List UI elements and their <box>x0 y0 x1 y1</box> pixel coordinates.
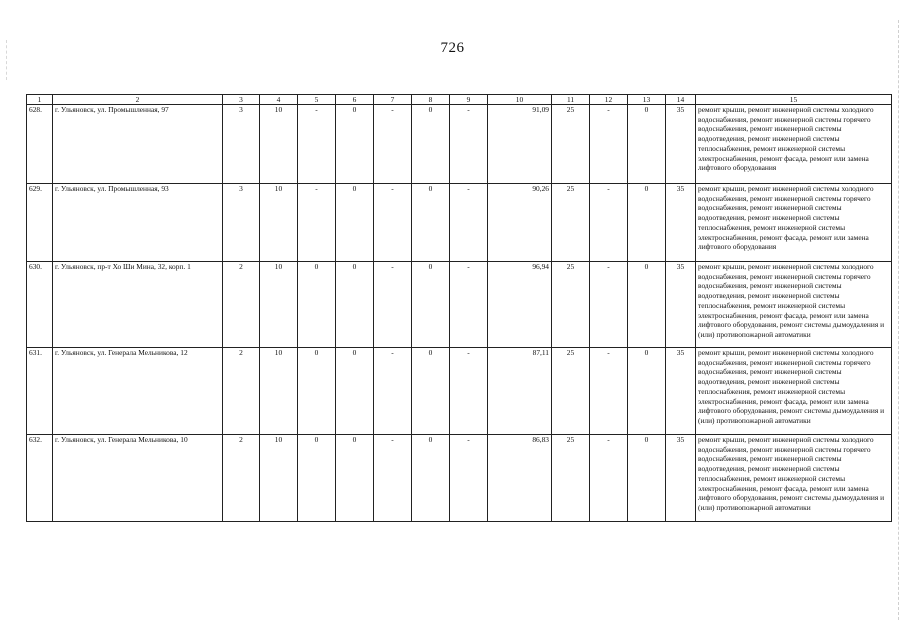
cell-col4: 10 <box>260 348 298 435</box>
cell-col5: 0 <box>298 435 336 522</box>
cell-col13: 0 <box>628 435 666 522</box>
column-number: 1 <box>27 95 53 105</box>
cell-col10: 96,94 <box>488 262 552 348</box>
works-cell: ремонт крыши, ремонт инженерной системы холодного водоснабжения, ремонт инженерной системы горячего водоснабжения, ремонт инженерной системы водоотведения, ремонт инженерной системы теплоснабжения, ремонт инженерной системы электроснабжения, ремонт фасада, ремонт или замена лифтового оборудования, ремонт системы дымоудаления и (или) противопожарной автоматики <box>696 435 892 522</box>
cell-col14: 35 <box>666 435 696 522</box>
works-cell: ремонт крыши, ремонт инженерной системы холодного водоснабжения, ремонт инженерной системы горячего водоснабжения, ремонт инженерной системы водоотведения, ремонт инженерной системы теплоснабжения, ремонт инженерной системы электроснабжения, ремонт фасада, ремонт или замена лифтового оборудования, ремонт системы дымоудаления и (или) противопожарной автоматики <box>696 348 892 435</box>
column-number: 4 <box>260 95 298 105</box>
cell-col12: - <box>590 184 628 262</box>
cell-col4: 10 <box>260 435 298 522</box>
row-number: 629. <box>27 184 53 262</box>
cell-col11: 25 <box>552 435 590 522</box>
address-cell: г. Ульяновск, ул. Генерала Мельникова, 12 <box>53 348 223 435</box>
cell-col8: 0 <box>412 262 450 348</box>
cell-col9: - <box>450 184 488 262</box>
column-number-row <box>27 95 892 105</box>
cell-col14: 35 <box>666 262 696 348</box>
scan-edge-line <box>897 20 899 620</box>
column-number: 15 <box>696 95 892 105</box>
column-number: 3 <box>223 95 260 105</box>
cell-col4: 10 <box>260 184 298 262</box>
cell-col6: 0 <box>336 105 374 184</box>
table-row <box>27 184 892 262</box>
cell-col6: 0 <box>336 184 374 262</box>
works-cell: ремонт крыши, ремонт инженерной системы холодного водоснабжения, ремонт инженерной системы горячего водоснабжения, ремонт инженерной системы водоотведения, ремонт инженерной системы теплоснабжения, ремонт инженерной системы электроснабжения, ремонт фасада, ремонт или замена лифтового оборудования <box>696 184 892 262</box>
cell-col6: 0 <box>336 348 374 435</box>
cell-col5: - <box>298 105 336 184</box>
column-number: 10 <box>488 95 552 105</box>
cell-col9: - <box>450 435 488 522</box>
table-row <box>27 348 892 435</box>
cell-col13: 0 <box>628 105 666 184</box>
row-number: 631. <box>27 348 53 435</box>
cell-col8: 0 <box>412 105 450 184</box>
cell-col5: 0 <box>298 262 336 348</box>
address-cell: г. Ульяновск, ул. Промышленная, 93 <box>53 184 223 262</box>
cell-col12: - <box>590 105 628 184</box>
column-number: 12 <box>590 95 628 105</box>
column-number: 9 <box>450 95 488 105</box>
cell-col13: 0 <box>628 348 666 435</box>
cell-col8: 0 <box>412 348 450 435</box>
cell-col6: 0 <box>336 262 374 348</box>
cell-col12: - <box>590 348 628 435</box>
cell-col8: 0 <box>412 184 450 262</box>
address-cell: г. Ульяновск, пр-т Хо Ши Мина, 32, корп. 1 <box>53 262 223 348</box>
cell-col11: 25 <box>552 262 590 348</box>
cell-col9: - <box>450 105 488 184</box>
column-number: 2 <box>53 95 223 105</box>
cell-col10: 86,83 <box>488 435 552 522</box>
cell-col11: 25 <box>552 184 590 262</box>
column-number: 6 <box>336 95 374 105</box>
column-number: 5 <box>298 95 336 105</box>
cell-col14: 35 <box>666 348 696 435</box>
cell-col9: - <box>450 348 488 435</box>
works-cell: ремонт крыши, ремонт инженерной системы холодного водоснабжения, ремонт инженерной системы горячего водоснабжения, ремонт инженерной системы водоотведения, ремонт инженерной системы теплоснабжения, ремонт инженерной системы электроснабжения, ремонт фасада, ремонт или замена лифтового оборудования <box>696 105 892 184</box>
cell-col5: - <box>298 184 336 262</box>
column-number: 7 <box>374 95 412 105</box>
cell-col14: 35 <box>666 184 696 262</box>
cell-col12: - <box>590 435 628 522</box>
cell-col13: 0 <box>628 262 666 348</box>
scan-edge-line <box>6 40 8 80</box>
column-number: 13 <box>628 95 666 105</box>
cell-col8: 0 <box>412 435 450 522</box>
row-number: 632. <box>27 435 53 522</box>
cell-col10: 90,26 <box>488 184 552 262</box>
cell-col3: 3 <box>223 184 260 262</box>
column-number: 8 <box>412 95 450 105</box>
cell-col4: 10 <box>260 105 298 184</box>
cell-col14: 35 <box>666 105 696 184</box>
row-number: 630. <box>27 262 53 348</box>
row-number: 628. <box>27 105 53 184</box>
cell-col3: 2 <box>223 435 260 522</box>
cell-col10: 91,09 <box>488 105 552 184</box>
address-cell: г. Ульяновск, ул. Генерала Мельникова, 10 <box>53 435 223 522</box>
registry-table <box>26 94 892 522</box>
cell-col3: 2 <box>223 262 260 348</box>
works-cell: ремонт крыши, ремонт инженерной системы холодного водоснабжения, ремонт инженерной системы горячего водоснабжения, ремонт инженерной системы водоотведения, ремонт инженерной системы теплоснабжения, ремонт инженерной системы электроснабжения, ремонт фасада, ремонт или замена лифтового оборудования, ремонт системы дымоудаления и (или) противопожарной автоматики <box>696 262 892 348</box>
address-cell: г. Ульяновск, ул. Промышленная, 97 <box>53 105 223 184</box>
cell-col7: - <box>374 435 412 522</box>
table-row <box>27 105 892 184</box>
cell-col7: - <box>374 105 412 184</box>
table-row <box>27 262 892 348</box>
column-number: 11 <box>552 95 590 105</box>
cell-col10: 87,11 <box>488 348 552 435</box>
cell-col3: 3 <box>223 105 260 184</box>
cell-col7: - <box>374 262 412 348</box>
cell-col4: 10 <box>260 262 298 348</box>
cell-col12: - <box>590 262 628 348</box>
cell-col7: - <box>374 184 412 262</box>
cell-col13: 0 <box>628 184 666 262</box>
cell-col7: - <box>374 348 412 435</box>
cell-col11: 25 <box>552 348 590 435</box>
cell-col3: 2 <box>223 348 260 435</box>
column-number: 14 <box>666 95 696 105</box>
cell-col5: 0 <box>298 348 336 435</box>
page-number: 726 <box>440 40 465 56</box>
table-row <box>27 435 892 522</box>
cell-col6: 0 <box>336 435 374 522</box>
cell-col11: 25 <box>552 105 590 184</box>
cell-col9: - <box>450 262 488 348</box>
